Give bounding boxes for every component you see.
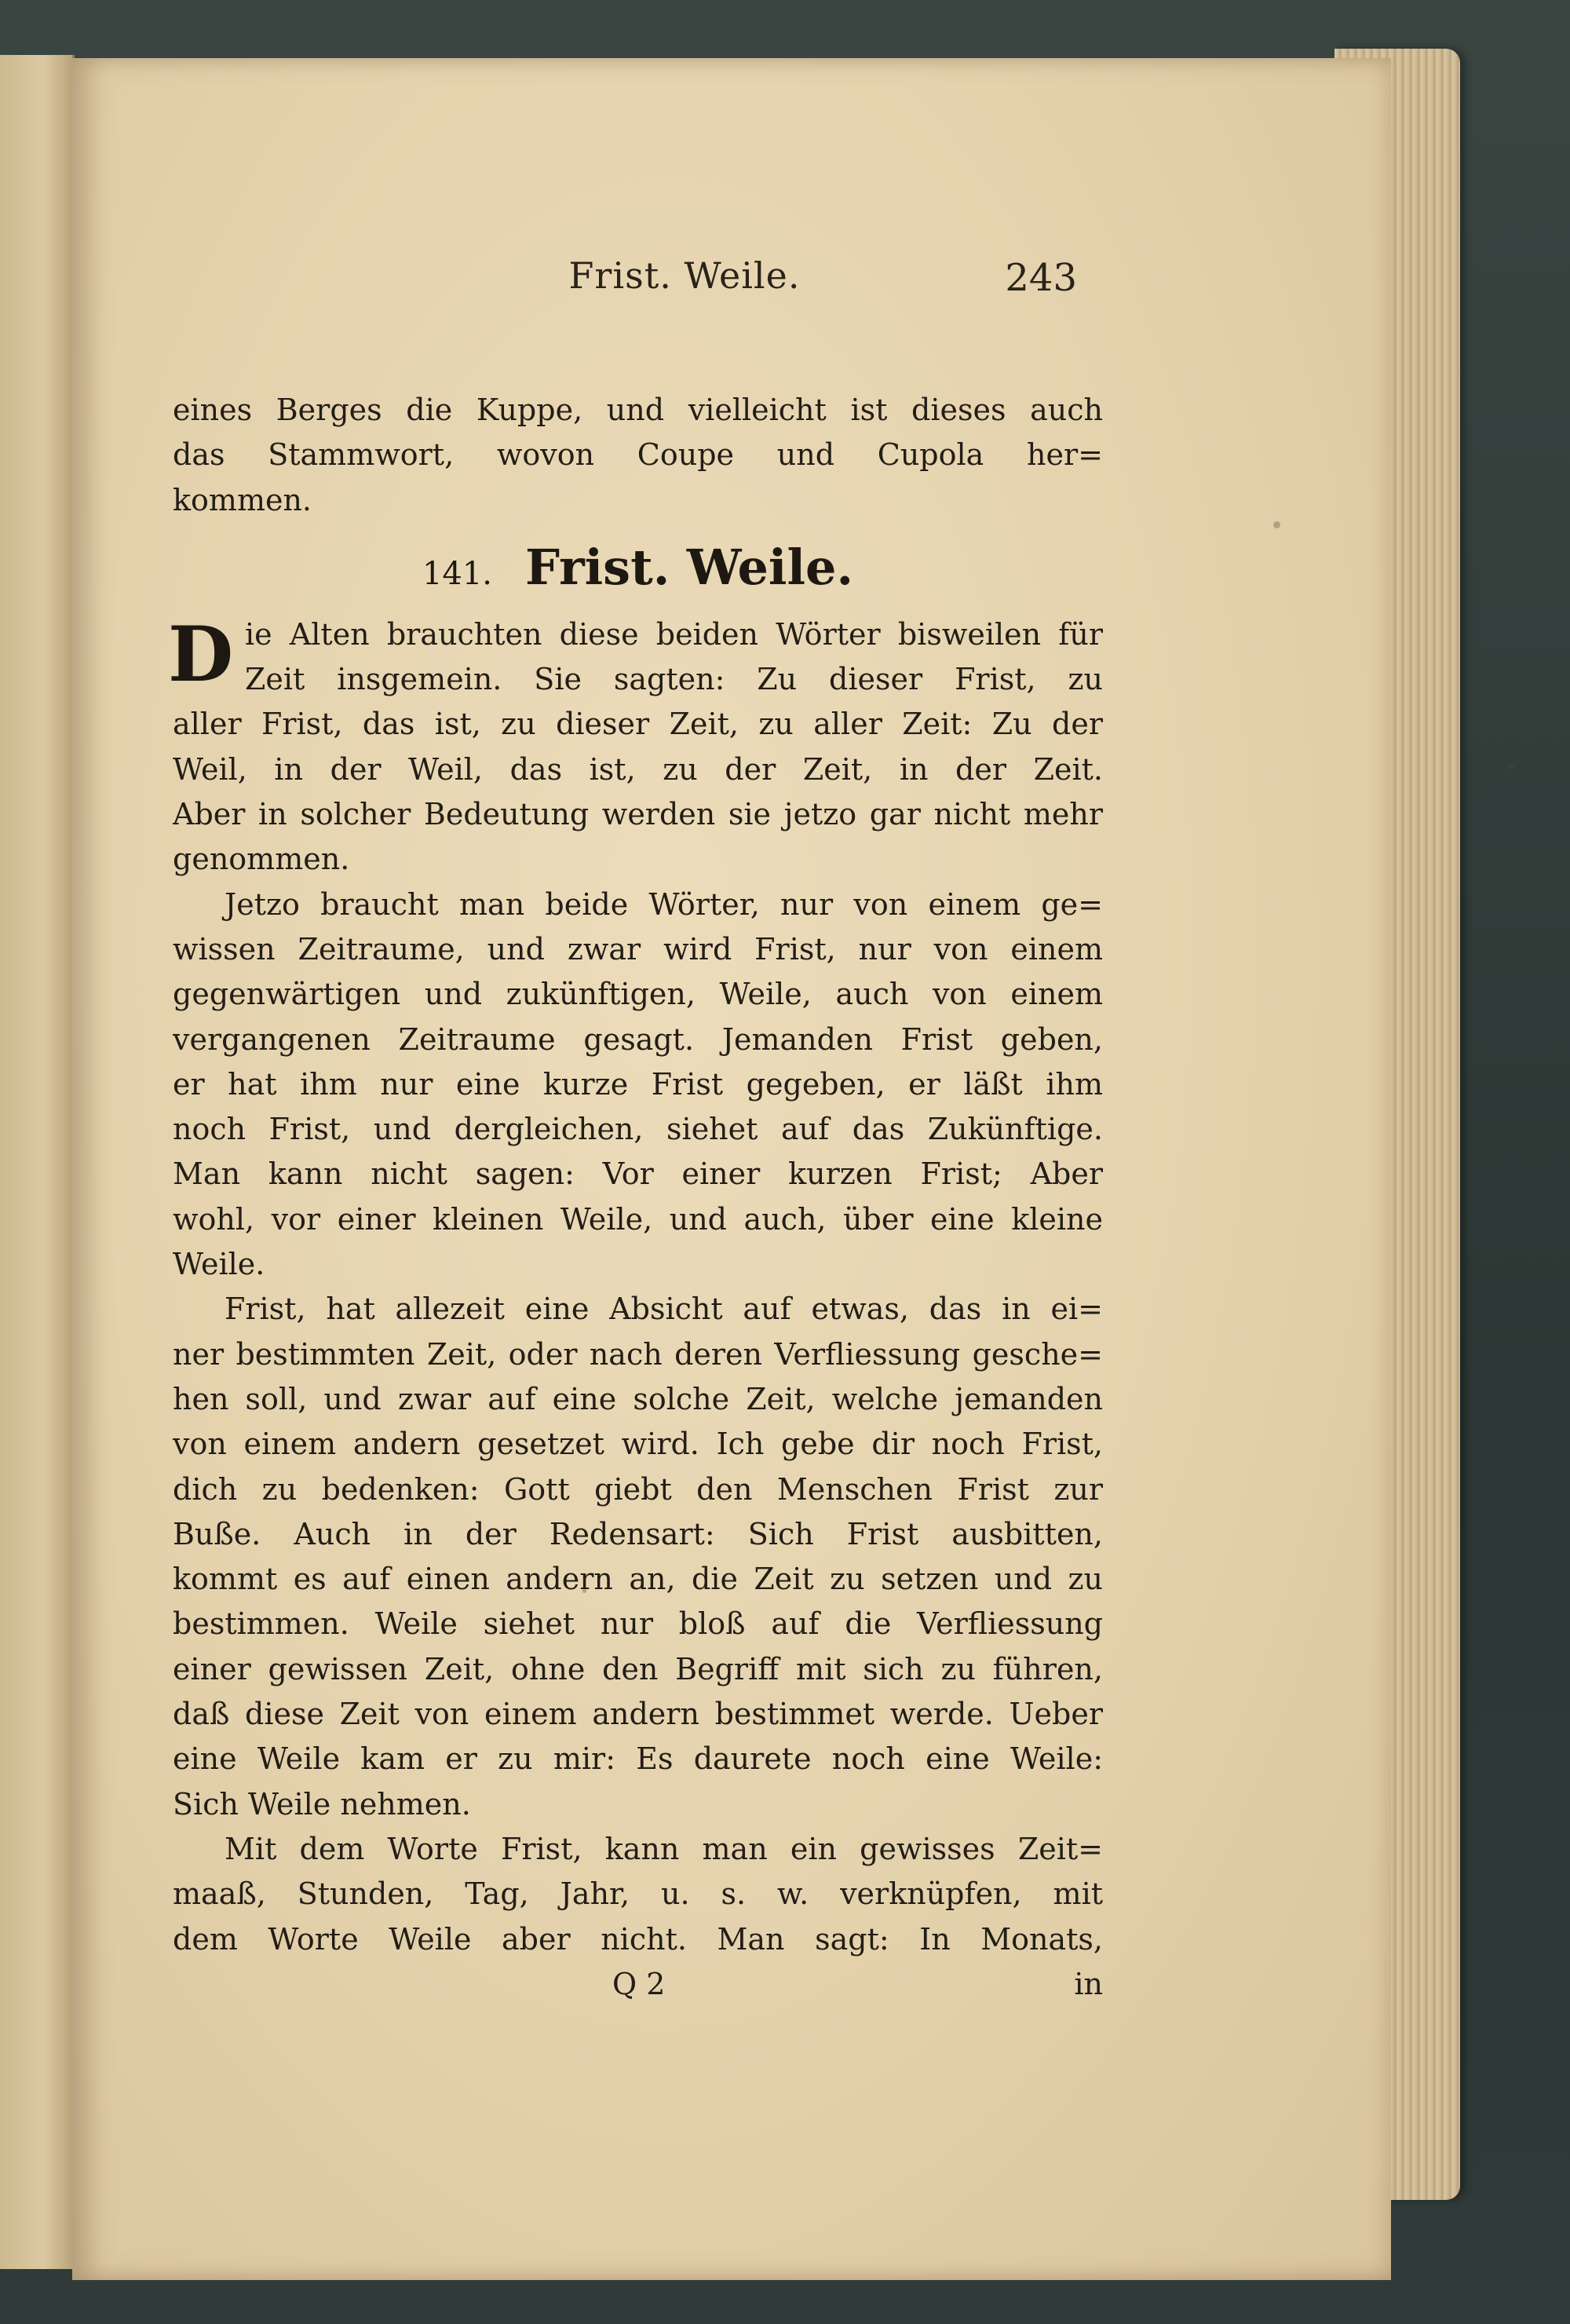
text-line: Zeit insgemein. Sie sagten: Zu dieser Frist, zu [245,662,1103,697]
text-line: gegenwärtigen und zukünftigen, Weile, auch von einem [173,977,1103,1012]
paper-spot [1273,521,1280,528]
text-line: er hat ihm nur eine kurze Frist gegeben, er läßt ihm [173,1066,1103,1102]
text-line: bestimmen. Weile siehet nur bloß auf die Verfliessung [173,1606,1103,1642]
text-line: Mit dem Worte Frist, kann man ein gewisses Zeit= [225,1831,1103,1866]
text-line: daß diese Zeit von einem andern bestimmet werde. Ueber [173,1697,1103,1732]
running-head: Frist. Weile. [568,254,801,297]
text-line: vergangenen Zeitraume gesagt. Jemanden Frist geben, [173,1021,1103,1057]
signature-mark: Q 2 [612,1966,666,2001]
text-line: genommen. [173,842,350,877]
text-line: hen soll, und zwar auf eine solche Zeit, welche jemanden [173,1381,1103,1416]
drop-cap-initial: D [168,609,234,699]
text-line: eine Weile kam er zu mir: Es daurete noch eine Weile: [173,1741,1103,1777]
paragraph-2 [173,882,1103,1288]
body-text [168,388,1103,2007]
section-title: Frist. Weile. [525,538,854,596]
catchword: in [1074,1966,1103,2001]
text-line: wohl, vor einer kleinen Weile, und auch, über eine kleine [173,1201,1103,1237]
text-line: Aber in solcher Bedeutung werden sie jetzo gar nicht mehr [173,797,1103,832]
paper-spot [1509,765,1514,770]
paragraph-4 [173,1827,1103,1962]
text-line: Weil, in der Weil, das ist, zu der Zeit, in der Zeit. [173,751,1103,787]
facing-page-edge [0,55,75,2269]
text-line: dem Worte Weile aber nicht. Man sagt: In Monats, [173,1921,1103,1957]
text-line: einer gewissen Zeit, ohne den Begriff mit sich zu führen, [173,1651,1103,1686]
section-heading [173,523,1103,612]
page-number: 243 [1005,256,1077,300]
text-line: aller Frist, das ist, zu dieser Zeit, zu aller Zeit: Zu der [173,707,1103,742]
text-line: dich zu bedenken: Gott giebt den Menschen Frist zur [173,1471,1103,1507]
text-line: ie Alten brauchten diese beiden Wörter bisweilen für [245,616,1103,652]
section-number: 141. [422,555,493,592]
text-line: Man kann nicht sagen: Vor einer kurzen Frist; Aber [173,1157,1103,1192]
book-page [72,58,1391,2280]
text-line: eines Berges die Kuppe, und vielleicht ist dieses auch [173,393,1103,427]
text-line: das Stammwort, wovon Coupe und Cupola her= [173,437,1103,473]
text-line: ner bestimmten Zeit, oder nach deren Verfliessung gesche= [173,1336,1103,1372]
footer-line [173,1962,1103,2007]
text-line: Weile. [173,1247,265,1282]
text-line: von einem andern gesetzet wird. Ich gebe dir noch Frist, [173,1427,1103,1462]
text-line: noch Frist, und dergleichen, siehet auf das Zukünftige. [173,1112,1103,1147]
paragraph-1 [168,609,1103,882]
text-line: Frist, hat allezeit eine Absicht auf etwas, das in ei= [225,1292,1103,1327]
text-line: maaß, Stunden, Tag, Jahr, u. s. w. verknüpfen, mit [173,1876,1103,1912]
text-line: Buße. Auch in der Redensart: Sich Frist ausbitten, [173,1516,1103,1551]
text-line: Jetzo braucht man beide Wörter, nur von einem ge= [225,886,1103,922]
paragraph-3 [173,1287,1103,1827]
text-line: kommen. [173,482,312,517]
text-line: Sich Weile nehmen. [173,1786,471,1822]
text-line: kommt es auf einen andern an, die Zeit zu setzen und zu [173,1562,1103,1597]
text-line: wissen Zeitraume, und zwar wird Frist, nur von einem [173,931,1103,967]
